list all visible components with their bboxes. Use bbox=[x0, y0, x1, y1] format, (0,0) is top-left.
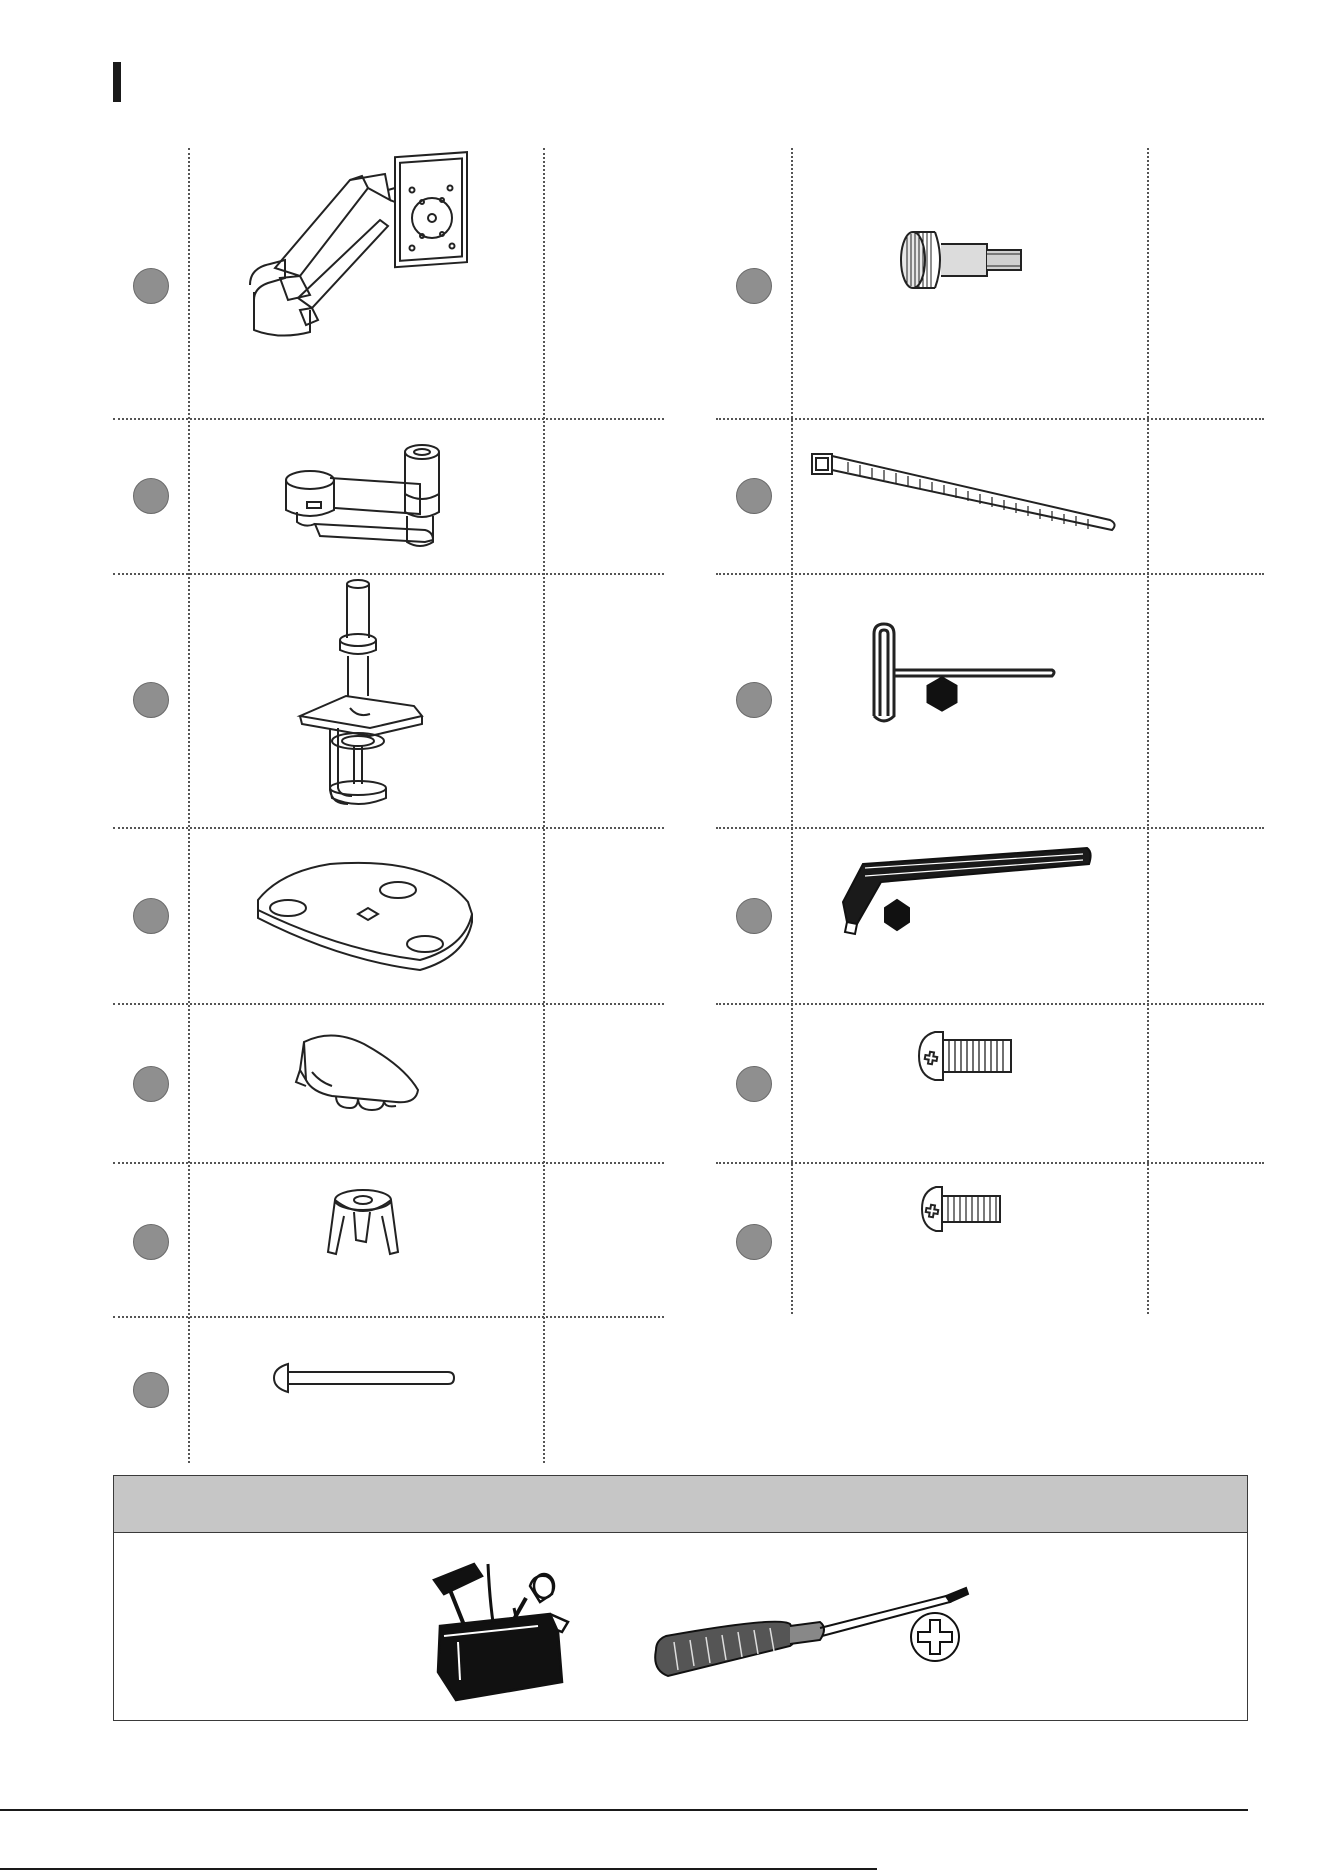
part-number-badge bbox=[133, 682, 169, 718]
part-number-badge bbox=[736, 268, 772, 304]
part-number-badge bbox=[133, 1372, 169, 1408]
footer-rule-secondary bbox=[0, 1868, 877, 1870]
section-marker-bar bbox=[113, 62, 121, 102]
part-number-badge bbox=[133, 478, 169, 514]
t-hex-key-icon bbox=[864, 620, 1064, 730]
pole-cover-icon bbox=[292, 1026, 432, 1126]
base-plate-icon bbox=[250, 852, 480, 972]
thumb-screw-icon bbox=[895, 222, 1030, 302]
phillips-screw-large-icon bbox=[915, 1026, 1020, 1086]
part-number-badge bbox=[736, 1066, 772, 1102]
part-number-badge bbox=[736, 478, 772, 514]
toolbox-icon bbox=[430, 1560, 575, 1705]
spacer-bracket-icon bbox=[318, 1182, 408, 1272]
extension-arm-icon bbox=[275, 442, 465, 552]
part-number-badge bbox=[736, 898, 772, 934]
part-number-badge bbox=[133, 268, 169, 304]
pin-bolt-icon bbox=[270, 1358, 455, 1398]
monitor-arm-icon bbox=[240, 160, 500, 350]
part-number-badge bbox=[133, 1224, 169, 1260]
part-number-badge bbox=[736, 1224, 772, 1260]
desk-clamp-icon bbox=[290, 578, 440, 818]
part-number-badge bbox=[133, 898, 169, 934]
phillips-screw-small-icon bbox=[918, 1183, 1008, 1235]
footer-rule bbox=[0, 1809, 1248, 1811]
part-number-badge bbox=[736, 682, 772, 718]
part-number-badge bbox=[133, 1066, 169, 1102]
cable-tie-icon bbox=[808, 448, 1126, 538]
tools-header bbox=[114, 1476, 1247, 1533]
phillips-tip-icon bbox=[908, 1610, 962, 1664]
l-hex-key-icon bbox=[835, 842, 1095, 942]
